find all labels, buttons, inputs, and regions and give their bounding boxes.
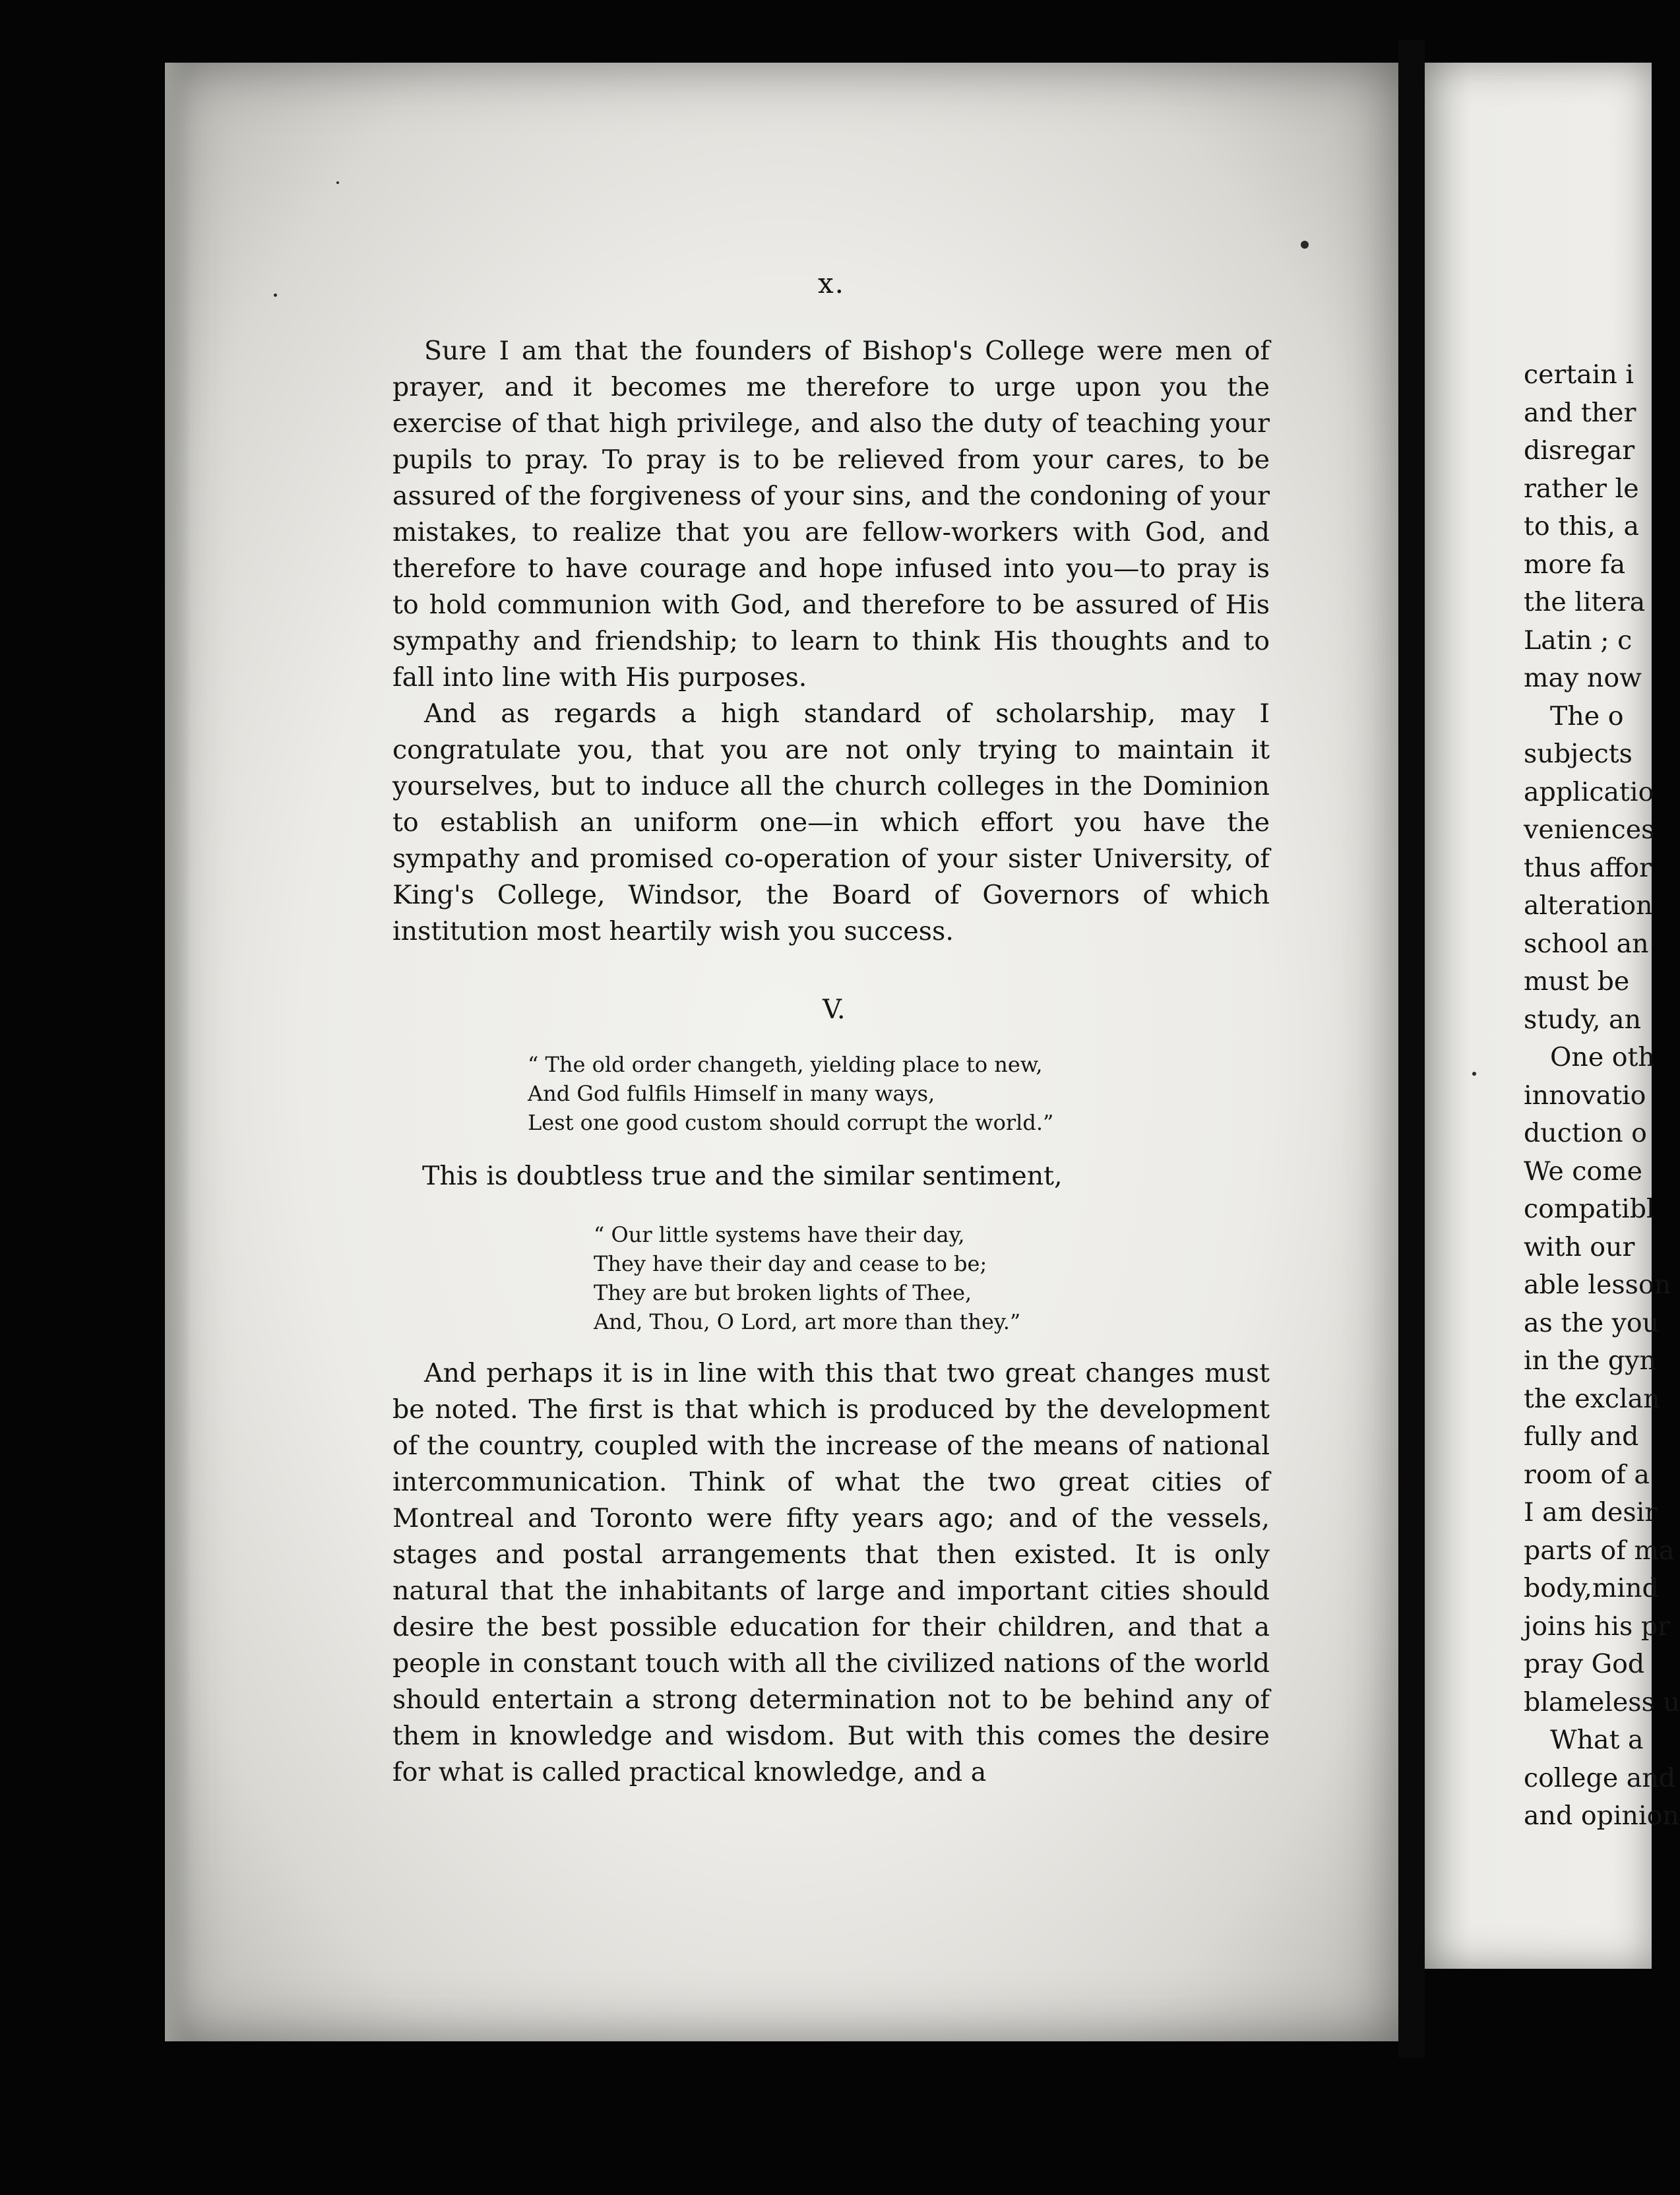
right-line: The o [1550, 700, 1624, 731]
right-line: fully and [1524, 1421, 1639, 1452]
right-line: joins his pr [1524, 1611, 1670, 1642]
section-heading: V. [823, 995, 846, 1025]
paragraph-changes: And perhaps it is in line with this that two great changes must be noted. The first is that which is produced by the development of the country, coupled with the increase of the means of national intercommunication. Think of what the two great cities of Montreal and Toronto were fifty years ago; and of the vessels, stages and postal arrangements that then existed. It is only natural that the inhabitants of large and important cities should desire the best possible education for their children, and that a people in constant touch with all the civilized nations of the world should entertain a strong determination not to be behind any of them in knowledge and wisdom. But with this comes the desire for what is called practical knowledge, and a [392, 1358, 1270, 1787]
right-line: as the you [1524, 1307, 1660, 1338]
verse-line: “ The old order changeth, yielding place to new, [528, 1052, 1043, 1077]
right-line: disregar [1524, 435, 1635, 466]
paragraphs-before [392, 333, 1270, 950]
right-line: applicatio [1524, 776, 1654, 807]
right-line: veniences [1524, 815, 1655, 845]
right-line: college and [1524, 1762, 1676, 1793]
right-line: pray God [1524, 1649, 1645, 1679]
paragraph-after [392, 1355, 1270, 1791]
right-line: I am desir [1524, 1497, 1658, 1528]
right-page-text [1524, 356, 1680, 1836]
right-line: and opinion [1524, 1801, 1679, 1831]
verse-line: And, Thou, O Lord, art more than they.” [594, 1309, 1021, 1334]
right-line: One oth [1550, 1042, 1655, 1072]
ink-speck [336, 181, 339, 184]
book-gutter [1398, 40, 1425, 2058]
right-line: We come [1524, 1156, 1643, 1187]
paragraph-scholarship: And as regards a high standard of scholarship, may I congratulate you, that you are not only trying to maintain it yourselves, but to induce all the church colleges in the Dominion to establish an uniform one—in which effort you have the sympathy and promised co-operation of your sister University, of King's College, Windsor, the Board of Governors of which institution most heartily wish you success. [392, 698, 1270, 946]
right-line: blameless u [1524, 1686, 1680, 1717]
right-line: may now [1524, 663, 1642, 693]
verse-quote-2 [594, 1220, 1020, 1336]
verse-line: They are but broken lights of Thee, [594, 1280, 972, 1305]
right-line: to this, a [1524, 511, 1640, 541]
right-line: room of a [1524, 1459, 1650, 1490]
right-line: subjects [1524, 739, 1633, 769]
right-line: school an [1524, 928, 1649, 959]
verse-line: Lest one good custom should corrupt the world.” [528, 1110, 1054, 1135]
right-line: must be [1524, 966, 1630, 997]
right-line: the exclan [1524, 1383, 1660, 1414]
right-line: in the gyn [1524, 1345, 1656, 1376]
right-line: more fa [1524, 549, 1626, 580]
right-line: What a [1550, 1725, 1644, 1755]
verse-line: And God fulfils Himself in many ways, [528, 1081, 935, 1106]
right-line: thus affor [1524, 852, 1652, 883]
paragraph-prayer: Sure I am that the founders of Bishop's College were men of prayer, and it becomes me therefore to urge upon you the exercise of that high privilege, and also the duty of teaching your pupils to pray. To pray is to be relieved from your cares, to be assured of the forgiveness of your sins, and the condoning of your mistakes, to realize that you are fellow-workers with God, and therefore to have courage and hope infused into you—to pray is to hold communion with God, and therefore to be assured of His sympathy and friendship; to learn to think His thoughts and to fall into line with His purposes. [392, 336, 1270, 693]
right-line: the litera [1524, 587, 1646, 617]
right-line: innovatio [1524, 1080, 1646, 1111]
right-line: able lesson [1524, 1270, 1671, 1300]
ink-speck [1472, 1072, 1476, 1076]
right-line: study, an [1524, 1004, 1642, 1035]
right-line: duction o [1524, 1118, 1647, 1148]
right-line: certain i [1524, 359, 1634, 390]
right-line: alteration [1524, 890, 1653, 921]
verse-line: “ Our little systems have their day, [594, 1222, 965, 1247]
right-line: parts of ma [1524, 1535, 1675, 1566]
ink-speck [1301, 241, 1309, 249]
verse-quote-1 [528, 1050, 1053, 1137]
right-line: with our [1524, 1231, 1635, 1262]
right-line: rather le [1524, 473, 1639, 504]
right-line: Latin ; c [1524, 625, 1633, 656]
right-line: compatibl [1524, 1194, 1655, 1224]
bridge-line: This is doubtless true and the similar sentiment, [422, 1161, 1063, 1191]
page-number: x. [818, 267, 846, 299]
right-line: and ther [1524, 397, 1636, 428]
right-line: body,mind [1524, 1573, 1659, 1603]
verse-line: They have their day and cease to be; [594, 1251, 987, 1276]
ink-speck [274, 294, 277, 297]
